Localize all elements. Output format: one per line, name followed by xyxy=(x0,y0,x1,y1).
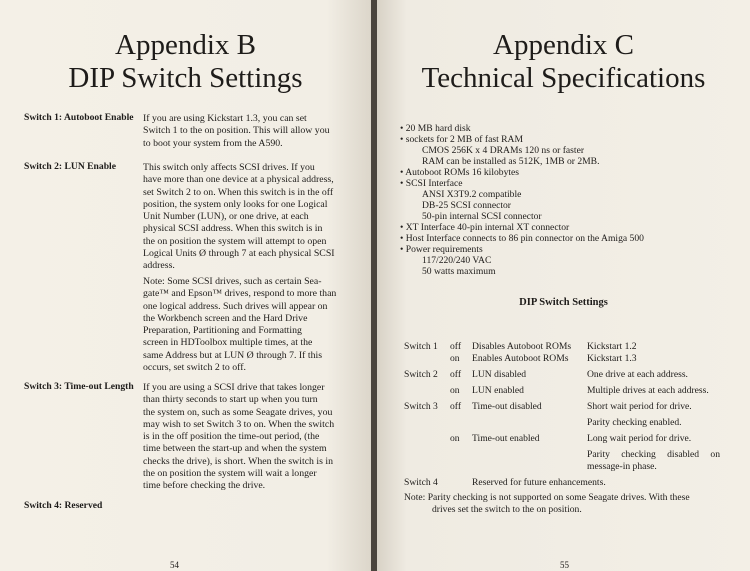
spec-subitem: 50-pin internal SCSI connector xyxy=(422,211,542,222)
note-cell: Multiple drives at each address. xyxy=(587,385,709,396)
desc-cell: Time-out enabled xyxy=(472,433,540,444)
desc-cell: Time-out disabled xyxy=(472,401,542,412)
right-page xyxy=(377,0,750,571)
paragraph: If you are using a SCSI drive that takes longer than thirty seconds to start up when you turn the system on, such as some Seagate drives, you may wish to set Switch 3 to on. When the switch is in the off position the time-out period, (the time between the start-up and when the system checks the drive), is short. When the switch is in the on position the system will wait a longer time before checking the drive. xyxy=(143,382,335,492)
switch-cell: Switch 1 xyxy=(404,341,438,352)
dip-heading: DIP Switch Settings xyxy=(519,297,608,308)
desc-cell: Disables Autoboot ROMs xyxy=(472,341,572,352)
page-number: 54 xyxy=(170,560,179,570)
spec-subitem: DB-25 SCSI connector xyxy=(422,200,511,211)
page-title: Appendix C xyxy=(493,29,634,61)
page-title: Appendix B xyxy=(115,29,256,61)
note-cell: Long wait period for drive. xyxy=(587,433,692,444)
switch-label: Switch 3: Time-out Length xyxy=(24,381,134,392)
spec-item: • Autoboot ROMs 16 kilobytes xyxy=(400,167,520,178)
note-cell: Kickstart 1.3 xyxy=(587,353,637,364)
note-cell: One drive at each address. xyxy=(587,369,688,380)
state-cell: off xyxy=(450,341,462,352)
page-subtitle: DIP Switch Settings xyxy=(68,62,303,94)
desc-cell: LUN enabled xyxy=(472,385,524,396)
page-subtitle: Technical Specifications xyxy=(421,62,706,94)
spec-item: • sockets for 2 MB of fast RAM xyxy=(400,134,524,145)
note-cell: Parity checking enabled. xyxy=(587,417,682,428)
paragraph: If you are using Kickstart 1.3, you can set Switch 1 to the on position. This will allow you to boot your system from the A590. xyxy=(143,113,330,149)
desc-cell: Enables Autoboot ROMs xyxy=(472,353,569,364)
spec-subitem: ANSI X3T9.2 compatible xyxy=(422,189,522,200)
spec-subitem: CMOS 256K x 4 DRAMs 120 ns or faster xyxy=(422,145,585,156)
note-cell: Kickstart 1.2 xyxy=(587,341,637,352)
spec-item: • SCSI Interface xyxy=(400,178,463,189)
page-number: 55 xyxy=(560,560,569,570)
state-cell: off xyxy=(450,369,462,380)
note-paragraph: Note: Some SCSI drives, such as certain Sea- gate™ and Epson™ drives, respond to more than one logical address. Such drives will appear on the Workbench screen and the Hard Drive Preparation, Partitioning and Formatting screen in HDToolbox multiple times, at the same Address but at LUN Ø through 7. If this occurs, set switch 2 to off. xyxy=(143,276,337,374)
spec-subitem: 50 watts maximum xyxy=(422,266,496,277)
spec-item: • Host Interface connects to 86 pin connector on the Amiga 500 xyxy=(400,233,644,244)
switch-cell: Switch 2 xyxy=(404,369,438,380)
switch-cell: Switch 4 xyxy=(404,477,438,488)
state-cell: on xyxy=(450,385,460,396)
footnote: Note: Parity checking is not supported on some Seagate drives. With these xyxy=(404,492,690,503)
spec-item: • Power requirements xyxy=(400,244,483,255)
desc-cell: Reserved for future enhancements. xyxy=(472,477,606,488)
switch-cell: Switch 3 xyxy=(404,401,438,412)
note-cell: Parity checking disabled on xyxy=(587,449,720,460)
note-cell: Short wait period for drive. xyxy=(587,401,692,412)
note-cell: message-in phase. xyxy=(587,461,657,472)
spec-item: • XT Interface 40-pin internal XT connector xyxy=(400,222,570,233)
left-page xyxy=(0,0,371,571)
switch-label: Switch 1: Autoboot Enable xyxy=(24,112,134,123)
switch-label: Switch 4: Reserved xyxy=(24,500,103,511)
footnote: drives set the switch to the on position. xyxy=(432,504,582,515)
desc-cell: LUN disabled xyxy=(472,369,527,380)
spec-subitem: RAM can be installed as 512K, 1MB or 2MB. xyxy=(422,156,600,167)
spec-subitem: 117/220/240 VAC xyxy=(422,255,492,266)
paragraph: This switch only affects SCSI drives. If you have more than one device at a physical address, set Switch 2 to on. When this switch is in the off position, the system only looks for one Logical Unit Number (LUN), or one drive, at each physical SCSI address. When this switch is in the on position the system will attempt to open Logical Units Ø through 7 at each physical SCSI address. xyxy=(143,162,335,272)
spec-item: • 20 MB hard disk xyxy=(400,123,471,134)
switch-label: Switch 2: LUN Enable xyxy=(24,161,116,172)
state-cell: on xyxy=(450,433,460,444)
state-cell: on xyxy=(450,353,460,364)
state-cell: off xyxy=(450,401,462,412)
